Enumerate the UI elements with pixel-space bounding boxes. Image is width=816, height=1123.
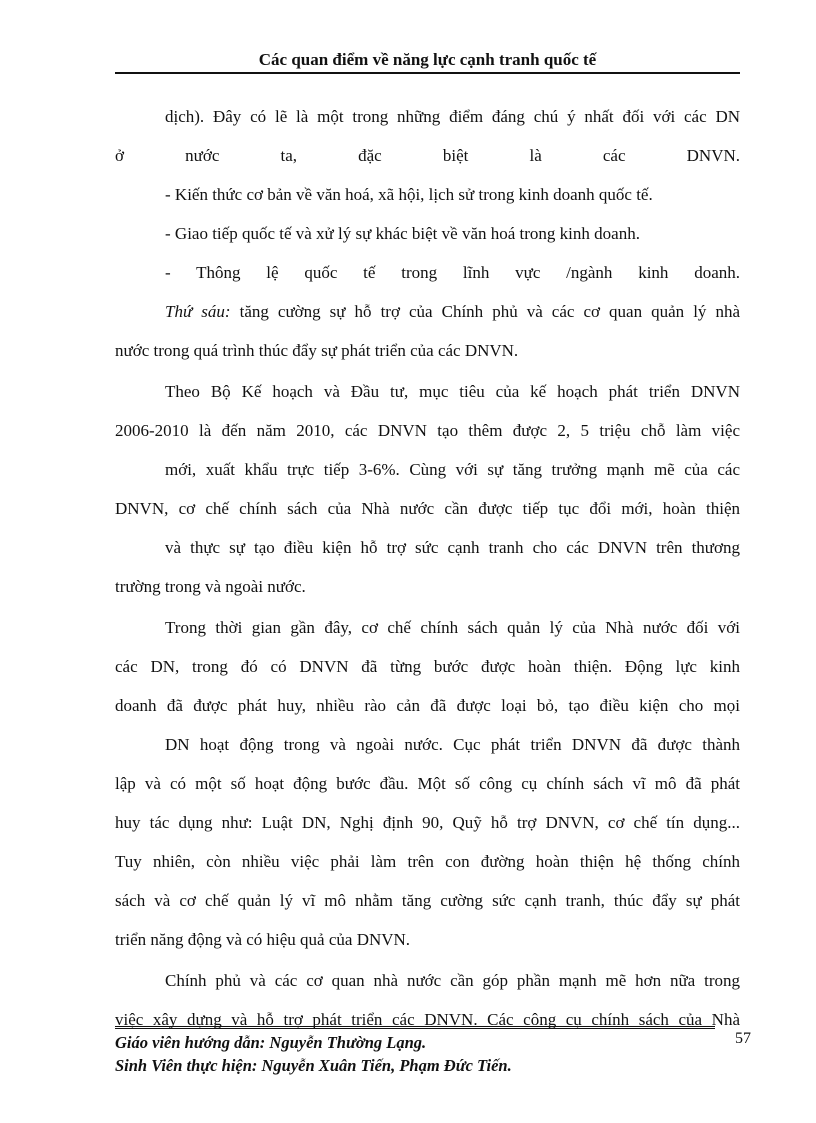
text-line: trường trong và ngoài nước.	[115, 577, 306, 596]
text-line: nước trong quá trình thúc đẩy sự phát triển của các DNVN.	[115, 341, 519, 360]
text-line: dịch). Đây có lẽ là một trong những điểm đáng chú ý nhất đối với các DN	[165, 107, 740, 126]
text-line: Tuy nhiên, còn nhiều việc phải làm trên con đường hoàn thiện hệ thống chính	[115, 852, 740, 871]
text-line: Chính phủ và các cơ quan nhà nước cần góp phần mạnh mẽ hơn nữa trong	[165, 971, 740, 990]
text-line: 2006-2010 là đến năm 2010, các DNVN tạo thêm được 2, 5 triệu chỗ làm việc	[115, 421, 740, 440]
footer-rule	[115, 1026, 715, 1029]
text-line: sách và cơ chế quản lý vĩ mô nhằm tăng cường sức cạnh tranh, thúc đẩy sự phát	[115, 891, 740, 910]
text-line: triển năng động và có hiệu quả của DNVN.	[115, 930, 411, 949]
text-line: - Thông lệ quốc tế trong lĩnh vực /ngành kinh doanh.	[165, 263, 740, 282]
text-line: doanh đã được phát huy, nhiều rào cản đã được loại bỏ, tạo điều kiện cho mọi	[115, 696, 740, 715]
text-line: - Giao tiếp quốc tế và xử lý sự khác biệt về văn hoá trong kinh doanh.	[165, 224, 640, 243]
text-line: mới, xuất khẩu trực tiếp 3-6%. Cùng với sự tăng trưởng mạnh mẽ của các	[165, 460, 740, 479]
page-header-title: Các quan điểm về năng lực cạnh tranh quốc tế	[258, 50, 597, 69]
text-line: huy tác dụng như: Luật DN, Nghị định 90, Quỹ hỗ trợ DNVN, cơ chế tín dụng...	[115, 813, 740, 832]
text-line: các DN, trong đó có DNVN đã từng bước được hoàn thiện. Động lực kinh	[115, 657, 740, 676]
text-line: Theo Bộ Kế hoạch và Đầu tư, mục tiêu của kế hoạch phát triển DNVN	[165, 382, 740, 401]
text-line: và thực sự tạo điều kiện hỗ trợ sức cạnh tranh cho các DNVN trên thương	[165, 538, 740, 557]
text-line	[115, 295, 740, 334]
page-number: 57	[735, 1030, 751, 1047]
footer-advisor: Giáo viên hướng dẫn: Nguyễn Thường Lạng.	[115, 1033, 427, 1052]
header-rule	[115, 72, 740, 74]
text-line: - Kiến thức cơ bản về văn hoá, xã hội, lịch sử trong kinh doanh quốc tế.	[165, 185, 653, 204]
section-lead-text: tăng cường sự hỗ trợ của Chính phủ và các cơ quan quản lý nhà	[239, 302, 740, 321]
section-lead: Thứ sáu:	[165, 302, 231, 321]
body-text	[115, 100, 740, 1042]
footer-students: Sinh Viên thực hiện: Nguyễn Xuân Tiến, Phạm Đức Tiến.	[115, 1056, 512, 1075]
text-line: DNVN, cơ chế chính sách của Nhà nước cần được tiếp tục đổi mới, hoàn thiện	[115, 499, 740, 518]
text-line: việc xây dựng và hỗ trợ phát triển các DNVN. Các công cụ chính sách của Nhà	[115, 1010, 740, 1029]
text-line: Trong thời gian gần đây, cơ chế chính sách quản lý của Nhà nước đối với	[165, 618, 740, 637]
text-line: ở nước ta, đặc biệt là các DNVN.	[115, 146, 740, 165]
text-line: lập và có một số hoạt động bước đầu. Một số công cụ chính sách vĩ mô đã phát	[115, 774, 740, 793]
text-line: DN hoạt động trong và ngoài nước. Cục phát triển DNVN đã được thành	[165, 735, 740, 754]
